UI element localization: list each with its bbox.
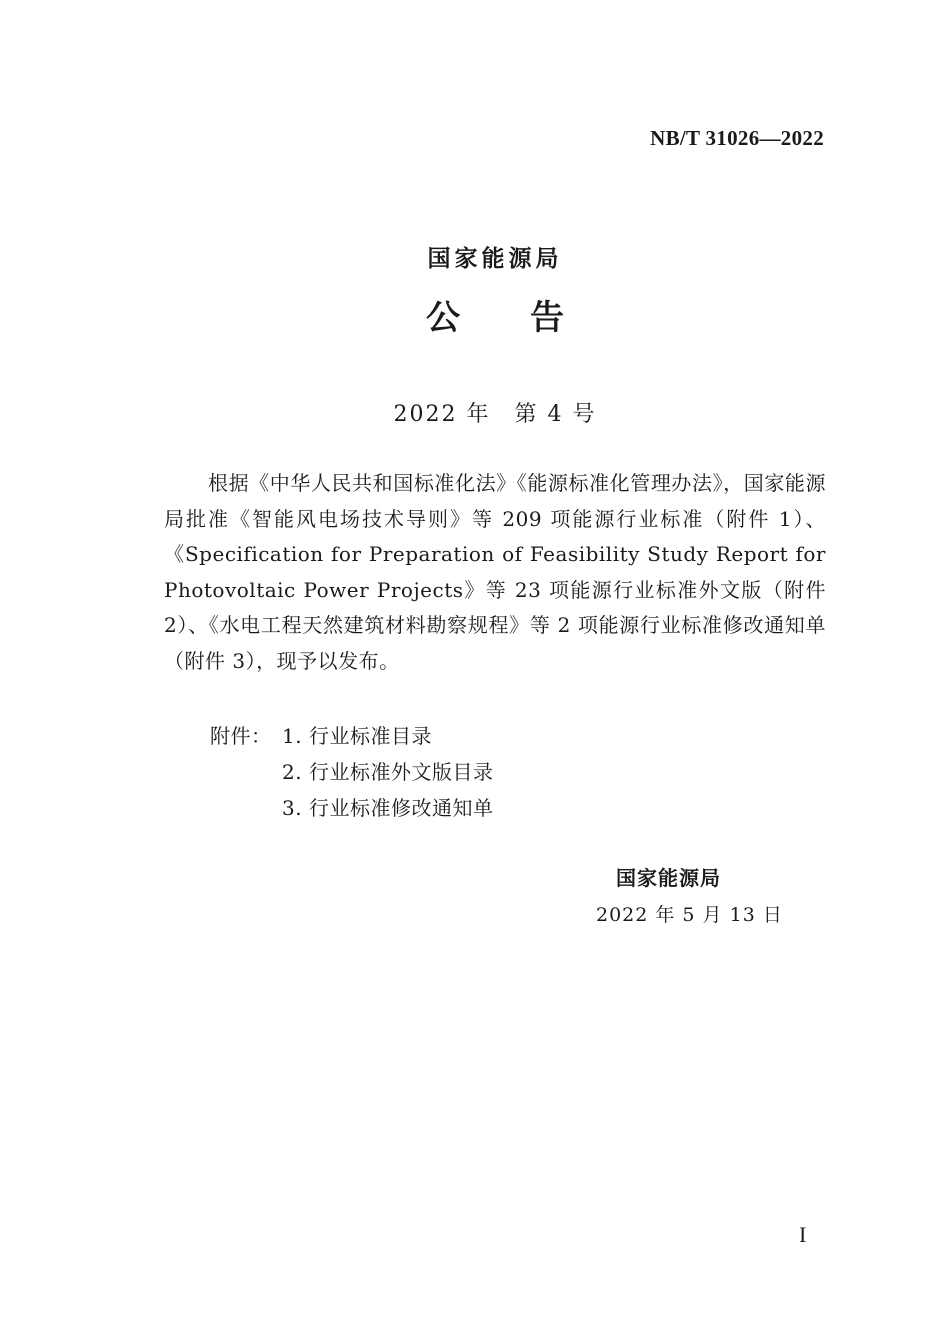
page-number: I — [799, 1222, 807, 1247]
signature-date: 2022 年 5 月 13 日 — [596, 904, 783, 926]
document-title — [0, 290, 950, 339]
attachment-indent — [210, 754, 282, 790]
document-number: 2022 年 第 4 号 — [393, 402, 597, 427]
signature-issuer: 国家能源局 — [616, 866, 721, 890]
announcement-body: 根据《中华人民共和国标准化法》《能源标准化管理办法》，国家能源局批准《智能风电场技术导则》等 209 项能源行业标准（附件 1）、《Specification for Preparation of Feasibility Study Report for Photovoltaic Power Projects》等 23 项能源行业标准外文版（附件 2）、《水电工程天然建筑材料勘察规程》等 2 项能源行业标准修改通知单（附件 3），现予以发布。 — [164, 471, 826, 673]
attachment-indent — [210, 790, 282, 826]
attachment-row — [210, 790, 493, 826]
attachment-row — [210, 754, 493, 790]
attachment-item: 3. 行业标准修改通知单 — [282, 796, 494, 820]
title-char-2: 告 — [530, 298, 564, 338]
attachment-row — [210, 718, 493, 754]
title-char-1: 公 — [426, 298, 460, 338]
attachment-item: 2. 行业标准外文版目录 — [282, 760, 494, 784]
issuer-heading: 国家能源局 — [427, 246, 563, 272]
attachment-list — [210, 718, 493, 826]
attachment-label: 附件： — [210, 724, 272, 748]
attachment-item: 1. 行业标准目录 — [282, 724, 432, 748]
standard-code: NB/T 31026—2022 — [650, 126, 824, 150]
